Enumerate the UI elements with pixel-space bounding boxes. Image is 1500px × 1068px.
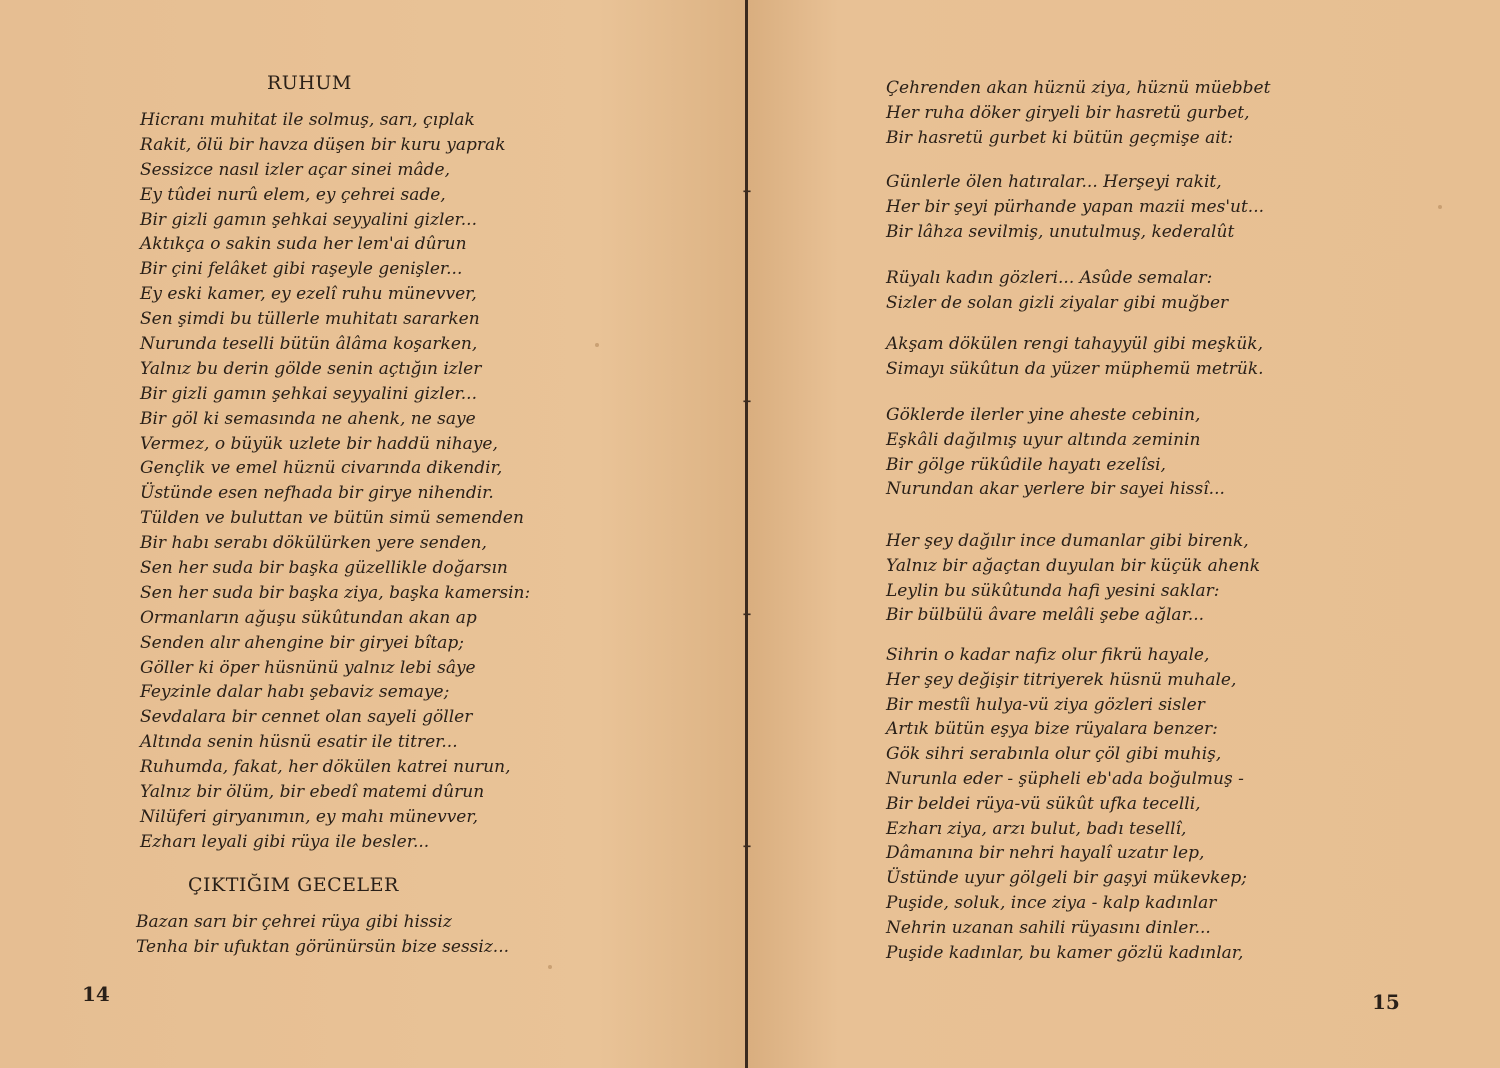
poem-line: Sevdalara bir cennet olan sayeli göller (140, 707, 473, 728)
stanza (886, 266, 1228, 316)
poem-line: Senden alır ahengine bir giryei bîtap; (140, 632, 465, 653)
poem-line: Ormanların ağuşu sükûtundan akan ap (140, 607, 477, 628)
stanza (886, 529, 1260, 628)
poem-line: Tenha bir ufuktan görünürsün bize sessiz... (136, 936, 509, 957)
poem-line: Vermez, o büyük uzlete bir haddü nihaye, (140, 433, 498, 454)
poem-line: Bir mestîi hulya-vü ziya gözleri sisler (886, 694, 1205, 715)
stanza (886, 403, 1225, 502)
poem-line: Nehrin uzanan sahili rüyasını dinler... (886, 917, 1211, 938)
poem-line: Leylin bu sükûtunda hafi yesini saklar: (886, 580, 1220, 601)
poem-line: Gençlik ve emel hüznü civarında dikendir, (140, 458, 503, 479)
poem-line: Bir gizli gamın şehkai seyyalini gizler... (140, 209, 477, 230)
paper-speck (548, 965, 552, 969)
poem-line: Göller ki öper hüsnünü yalnız lebi sâye (140, 657, 476, 678)
binding-thread-mark: ✝ (741, 609, 753, 625)
poem-line: Günlerle ölen hatıralar... Herşeyi rakit, (886, 172, 1222, 192)
poem-line: Yalnız bu derin gölde senin açtığın izler (140, 358, 482, 379)
stanza (886, 76, 1270, 150)
paper-speck (595, 343, 599, 347)
poem-line: Nurunla eder - şüpheli eb'ada boğulmuş - (886, 768, 1244, 789)
poem-line: Yalnız bir ağaçtan duyulan bir küçük ahenk (886, 555, 1261, 576)
poem-line: Üstünde esen nefhada bir girye nihendir. (140, 483, 494, 504)
page-number-right: 15 (1372, 990, 1400, 1014)
poem-line: Bir gölge rükûdile hayatı ezelîsi, (886, 454, 1166, 475)
poem-line: Bir bülbülü âvare melâli şebe ağlar... (886, 605, 1205, 626)
poem-line: Nurundan akar yerlere bir sayei hissî... (886, 479, 1225, 500)
poem-line: Feyzinle dalar habı şebaviz semaye; (140, 682, 450, 703)
poem-line: Sen her suda bir başka güzellikle doğarsın (140, 558, 508, 579)
poem-line: Bazan sarı bir çehrei rüya gibi hissiz (136, 912, 452, 932)
poem-line: Gök sihri serabınla olur çöl gibi muhiş, (886, 744, 1222, 765)
stanza (886, 170, 1264, 244)
poem-line: Altında senin hüsnü esatir ile titrer... (140, 732, 458, 753)
poem-line: Bir hasretü gurbet ki bütün geçmişe ait: (886, 127, 1234, 148)
poem-ruhum (140, 108, 530, 855)
poem-line: Ezharı ziya, arzı bulut, badı tesellî, (886, 818, 1187, 839)
poem-line: Ruhumda, fakat, her dökülen katrei nurun, (140, 757, 511, 778)
poem-ciktigim-geceler (136, 910, 509, 960)
poem-line: Üstünde uyur gölgeli bir gaşyi mükevkep; (886, 868, 1247, 889)
poem-line: Sen şimdi bu tüllerle muhitatı sararken (140, 309, 480, 330)
poem-line: Yalnız bir ölüm, bir ebedî matemi dûrun (140, 782, 485, 803)
book-spine (745, 0, 748, 1068)
poem-line: Simayı sükûtun da yüzer müphemü metrük. (886, 358, 1264, 379)
binding-thread-mark: ✝ (741, 186, 753, 202)
poem-line: Bir habı serabı dökülürken yere senden, (140, 533, 487, 554)
paper-speck (1438, 205, 1442, 209)
poem-line: Ezharı leyali gibi rüya ile besler... (140, 831, 430, 852)
poem-line: Eşkâli dağılmış uyur altında zeminin (886, 429, 1201, 450)
stanza (886, 332, 1264, 382)
poem-line: Hicranı muhitat ile solmuş, sarı, çıplak (140, 110, 475, 130)
poem-line: Her ruha döker giryeli bir hasretü gurbet, (886, 102, 1250, 123)
poem-line: Rüyalı kadın gözleri... Asûde semalar: (886, 268, 1213, 288)
poem-line: Sizler de solan gizli ziyalar gibi muğber (886, 292, 1229, 313)
poem-line: Her şey dağılır ince dumanlar gibi birenk, (886, 531, 1249, 551)
poem-line: Çehrenden akan hüznü ziya, hüznü müebbet (886, 78, 1271, 98)
page-number-left: 14 (82, 982, 110, 1006)
stanza (886, 643, 1247, 965)
poem-line: Tülden ve buluttan ve bütün simü semenden (140, 508, 524, 529)
poem-line: Nilüferi giryanımın, ey mahı münevver, (140, 806, 479, 827)
poem-line: Puşide kadınlar, bu kamer gözlü kadınlar, (886, 942, 1244, 963)
poem-line: Her şey değişir titriyerek hüsnü muhale, (886, 669, 1237, 690)
poem-line: Bir çini felâket gibi raşeyle genişler... (140, 259, 463, 280)
poem-title-ruhum: RUHUM (267, 72, 352, 94)
poem-line: Puşide, soluk, ince ziya - kalp kadınlar (886, 892, 1217, 913)
poem-line: Bir lâhza sevilmiş, unutulmuş, kederalût (886, 221, 1235, 242)
binding-thread-mark: ✝ (741, 396, 753, 412)
poem-line: Aktıkça o sakin suda her lem'ai dûrun (140, 234, 467, 255)
poem-line: Artık bütün eşya bize rüyalara benzer: (886, 719, 1218, 740)
poem-line: Bir gizli gamın şehkai seyyalini gizler... (140, 383, 477, 404)
poem-line: Ey eski kamer, ey ezelî ruhu münevver, (140, 284, 477, 305)
poem-line: Ey tûdei nurû elem, ey çehrei sade, (140, 184, 446, 205)
poem-line: Bir beldei rüya-vü sükût ufka tecelli, (886, 793, 1201, 814)
poem-title-ciktigim-geceler: ÇIKTIĞIM GECELER (188, 874, 399, 896)
poem-line: Akşam dökülen rengi tahayyül gibi meşkük, (886, 334, 1263, 354)
poem-line: Her bir şeyi pürhande yapan mazii mes'ut... (886, 196, 1265, 217)
poem-line: Sessizce nasıl izler açar sinei mâde, (140, 159, 450, 180)
poem-line: Bir göl ki semasında ne ahenk, ne saye (140, 408, 476, 429)
poem-line: Göklerde ilerler yine aheste cebinin, (886, 405, 1201, 425)
poem-line: Dâmanına bir nehri hayalî uzatır lep, (886, 843, 1205, 864)
poem-line: Sihrin o kadar nafiz olur fikrü hayale, (886, 645, 1210, 665)
poem-line: Rakit, ölü bir havza düşen bir kuru yaprak (140, 134, 506, 155)
binding-thread-mark: ✝ (741, 841, 753, 857)
poem-line: Sen her suda bir başka ziya, başka kamersin: (140, 582, 531, 603)
poem-line: Nurunda teselli bütün âlâma koşarken, (140, 334, 478, 355)
